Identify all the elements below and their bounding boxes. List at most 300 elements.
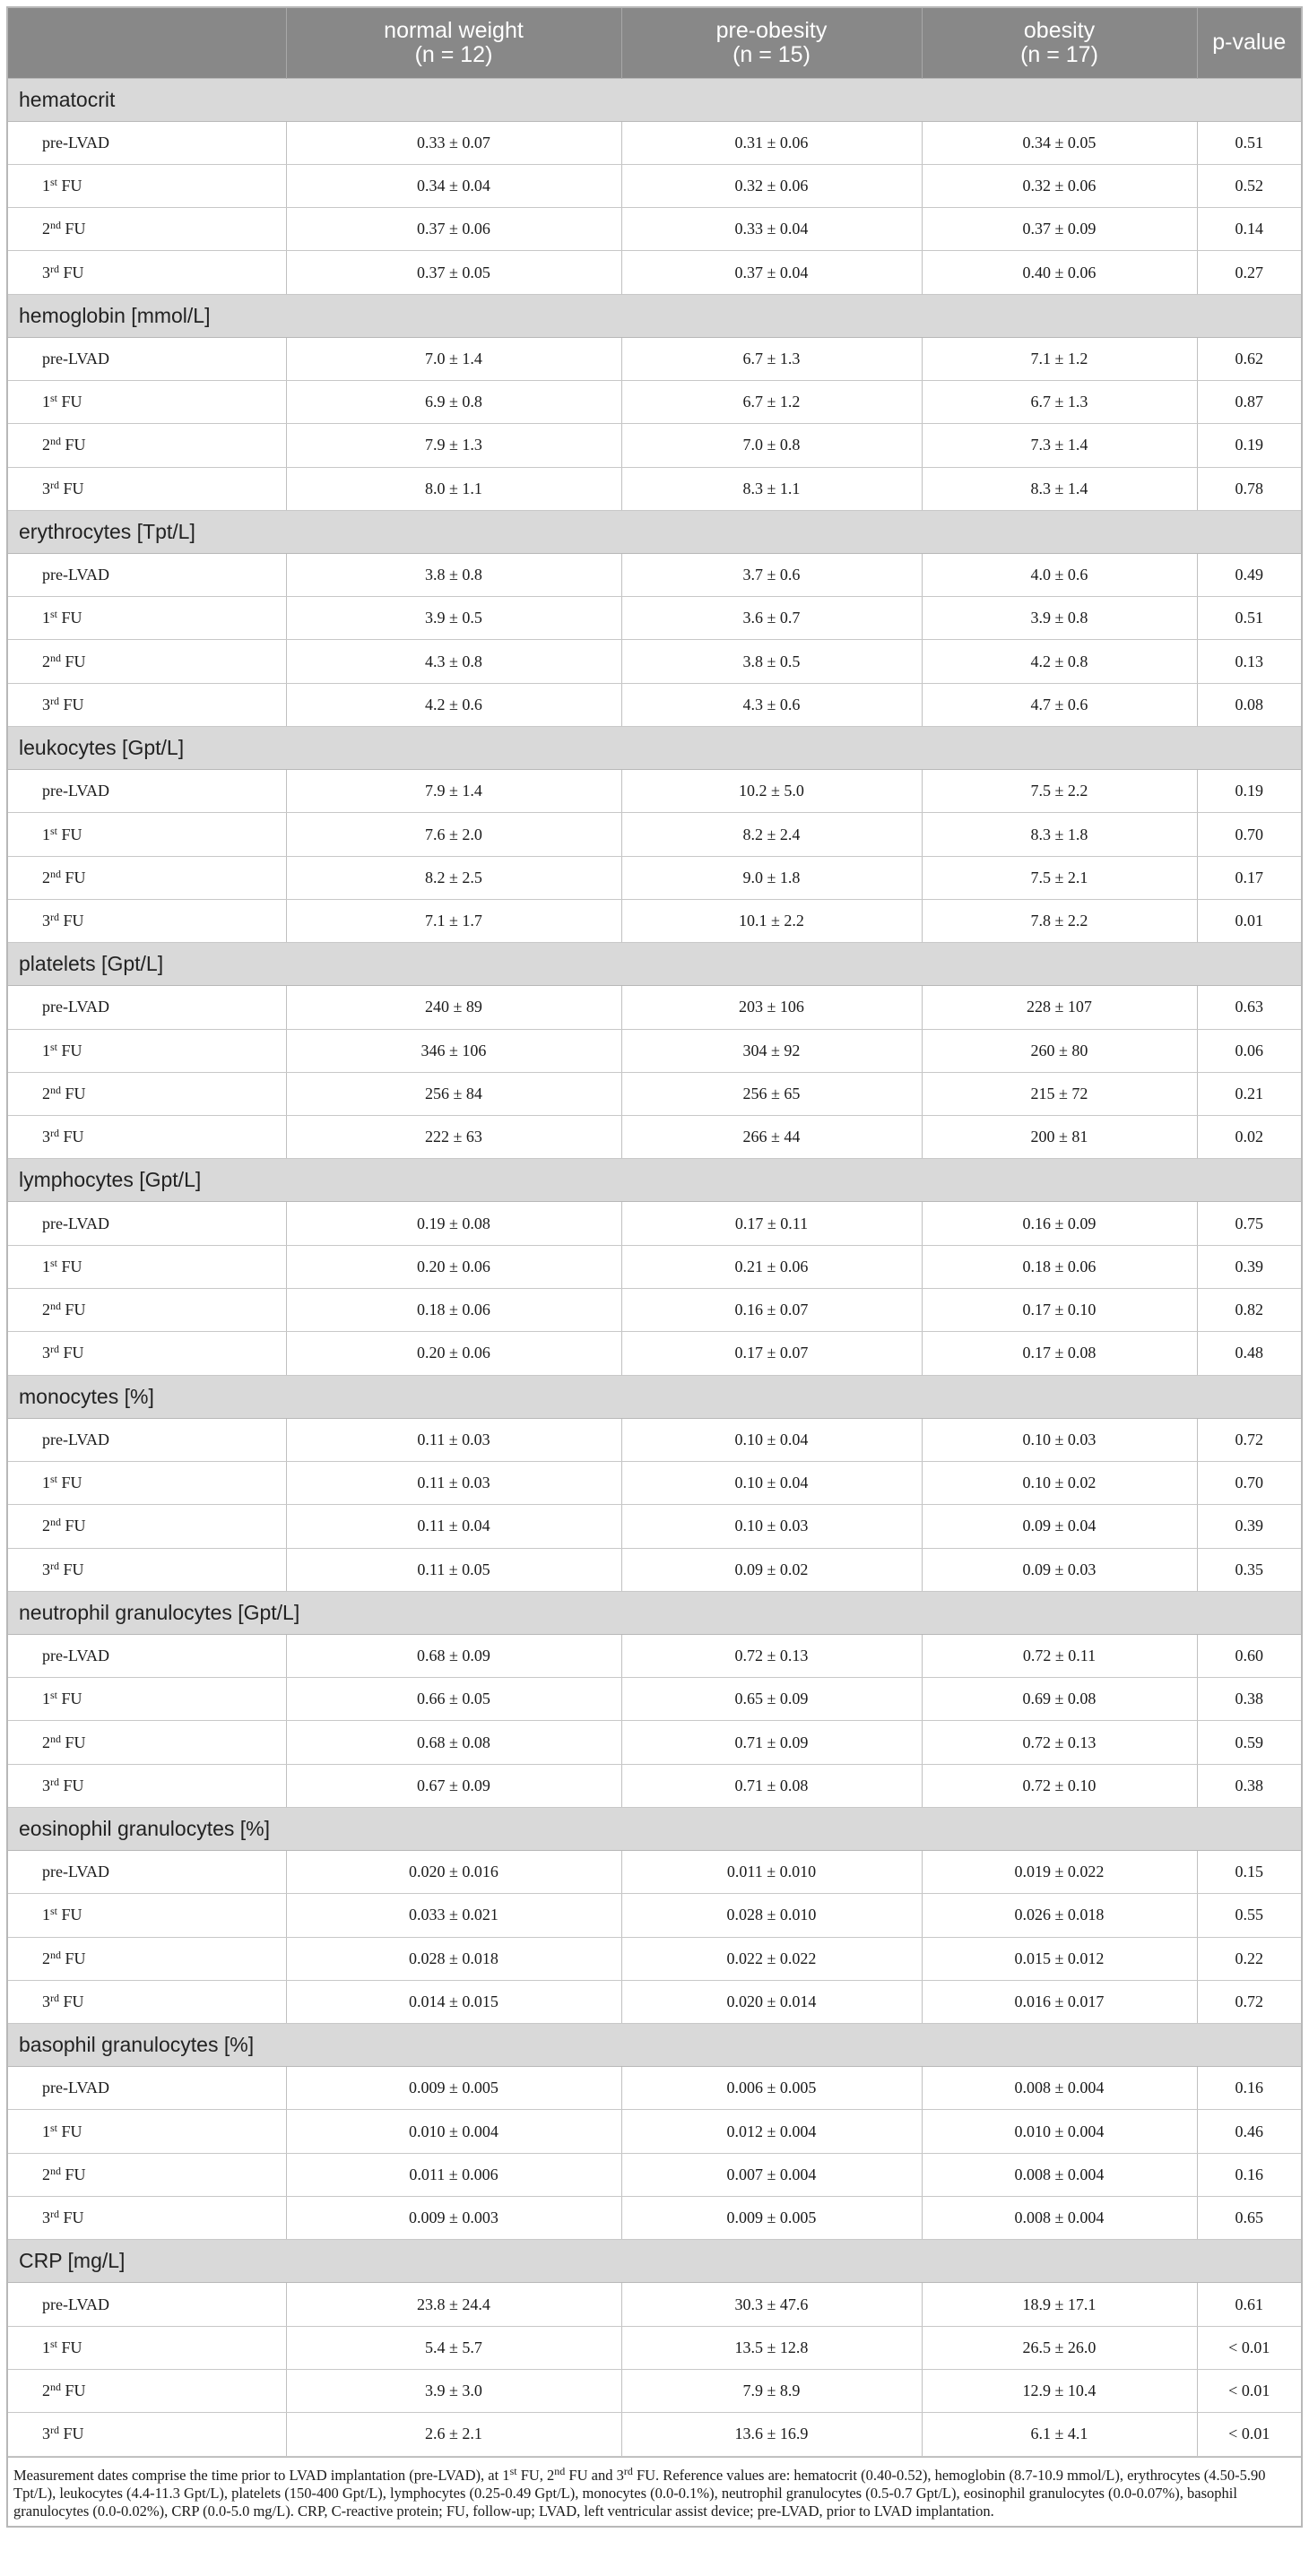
section-title: eosinophil granulocytes [%]: [8, 1808, 1301, 1851]
row-label: 3rd FU: [8, 1548, 286, 1591]
cell-obesity: 6.1 ± 4.1: [922, 2413, 1197, 2456]
cell-p-value: 0.78: [1197, 467, 1301, 510]
table-row: [8, 813, 1301, 856]
row-label: 1st FU: [8, 380, 286, 423]
row-label: pre-LVAD: [8, 1851, 286, 1894]
cell-obesity: 0.008 ± 0.004: [922, 2197, 1197, 2240]
cell-pre-obesity: 0.65 ± 0.09: [621, 1678, 922, 1721]
cell-p-value: 0.38: [1197, 1764, 1301, 1807]
cell-obesity: 0.18 ± 0.06: [922, 1245, 1197, 1288]
section-header-row: [8, 510, 1301, 553]
cell-pre-obesity: 0.31 ± 0.06: [621, 121, 922, 164]
table-row: [8, 640, 1301, 683]
row-label: 2nd FU: [8, 640, 286, 683]
cell-obesity: 0.40 ± 0.06: [922, 251, 1197, 294]
table-row: [8, 1894, 1301, 1937]
cell-pre-obesity: 0.006 ± 0.005: [621, 2067, 922, 2110]
cell-pre-obesity: 0.16 ± 0.07: [621, 1289, 922, 1332]
cell-obesity: 0.72 ± 0.13: [922, 1721, 1197, 1764]
cell-p-value: 0.70: [1197, 813, 1301, 856]
cell-obesity: 0.010 ± 0.004: [922, 2110, 1197, 2153]
cell-pre-obesity: 0.37 ± 0.04: [621, 251, 922, 294]
cell-pre-obesity: 0.10 ± 0.04: [621, 1418, 922, 1461]
row-label: 3rd FU: [8, 1332, 286, 1375]
cell-obesity: 0.09 ± 0.03: [922, 1548, 1197, 1591]
cell-pre-obesity: 0.007 ± 0.004: [621, 2153, 922, 2196]
cell-obesity: 0.008 ± 0.004: [922, 2067, 1197, 2110]
cell-p-value: 0.61: [1197, 2283, 1301, 2326]
cell-obesity: 0.37 ± 0.09: [922, 208, 1197, 251]
cell-p-value: 0.82: [1197, 1289, 1301, 1332]
section-header-row: [8, 2024, 1301, 2067]
cell-pre-obesity: 7.0 ± 0.8: [621, 424, 922, 467]
cell-normal-weight: 23.8 ± 24.4: [286, 2283, 621, 2326]
cell-p-value: 0.49: [1197, 553, 1301, 596]
header-cell-pre-obesity: [621, 8, 922, 78]
cell-pre-obesity: 0.028 ± 0.010: [621, 1894, 922, 1937]
section-header-row: [8, 294, 1301, 337]
cell-p-value: 0.35: [1197, 1548, 1301, 1591]
section-title: basophil granulocytes [%]: [8, 2024, 1301, 2067]
cell-pre-obesity: 0.011 ± 0.010: [621, 1851, 922, 1894]
section-title: monocytes [%]: [8, 1375, 1301, 1418]
row-label: 2nd FU: [8, 2153, 286, 2196]
table-row: [8, 1332, 1301, 1375]
cell-normal-weight: 0.010 ± 0.004: [286, 2110, 621, 2153]
cell-p-value: 0.01: [1197, 899, 1301, 942]
cell-p-value: 0.65: [1197, 2197, 1301, 2240]
cell-p-value: 0.39: [1197, 1505, 1301, 1548]
table-row: [8, 2067, 1301, 2110]
row-label: pre-LVAD: [8, 1418, 286, 1461]
cell-pre-obesity: 304 ± 92: [621, 1029, 922, 1072]
cell-obesity: 0.10 ± 0.03: [922, 1418, 1197, 1461]
table-row: [8, 1851, 1301, 1894]
cell-obesity: 7.1 ± 1.2: [922, 337, 1197, 380]
section-title: leukocytes [Gpt/L]: [8, 727, 1301, 770]
row-label: 1st FU: [8, 597, 286, 640]
row-label: pre-LVAD: [8, 553, 286, 596]
cell-pre-obesity: 203 ± 106: [621, 986, 922, 1029]
cell-normal-weight: 0.009 ± 0.005: [286, 2067, 621, 2110]
cell-normal-weight: 0.20 ± 0.06: [286, 1245, 621, 1288]
cell-obesity: 4.2 ± 0.8: [922, 640, 1197, 683]
row-label: 1st FU: [8, 164, 286, 207]
cell-obesity: 7.5 ± 2.2: [922, 770, 1197, 813]
cell-obesity: 0.32 ± 0.06: [922, 164, 1197, 207]
cell-obesity: 8.3 ± 1.8: [922, 813, 1197, 856]
section-header-row: [8, 1808, 1301, 1851]
cell-normal-weight: 7.6 ± 2.0: [286, 813, 621, 856]
cell-p-value: 0.15: [1197, 1851, 1301, 1894]
cell-p-value: 0.63: [1197, 986, 1301, 1029]
header-sublabel: (n = 12): [414, 41, 493, 67]
row-label: pre-LVAD: [8, 337, 286, 380]
cell-normal-weight: 7.1 ± 1.7: [286, 899, 621, 942]
row-label: pre-LVAD: [8, 2067, 286, 2110]
row-label: 2nd FU: [8, 856, 286, 899]
cell-obesity: 18.9 ± 17.1: [922, 2283, 1197, 2326]
cell-p-value: 0.72: [1197, 1980, 1301, 2023]
cell-normal-weight: 0.11 ± 0.03: [286, 1418, 621, 1461]
table-row: [8, 2283, 1301, 2326]
table-row: [8, 1461, 1301, 1504]
row-label: 3rd FU: [8, 1764, 286, 1807]
cell-pre-obesity: 9.0 ± 1.8: [621, 856, 922, 899]
cell-p-value: 0.87: [1197, 380, 1301, 423]
cell-normal-weight: 222 ± 63: [286, 1116, 621, 1159]
row-label: 2nd FU: [8, 424, 286, 467]
table-row: [8, 1634, 1301, 1677]
cell-normal-weight: 0.11 ± 0.04: [286, 1505, 621, 1548]
cell-p-value: 0.39: [1197, 1245, 1301, 1288]
table-row: [8, 251, 1301, 294]
table-body: [8, 78, 1301, 2456]
cell-p-value: 0.22: [1197, 1937, 1301, 1980]
cell-normal-weight: 6.9 ± 0.8: [286, 380, 621, 423]
cell-obesity: 0.17 ± 0.08: [922, 1332, 1197, 1375]
section-header-row: [8, 1159, 1301, 1202]
row-label: 2nd FU: [8, 1289, 286, 1332]
cell-p-value: 0.70: [1197, 1461, 1301, 1504]
row-label: 1st FU: [8, 1678, 286, 1721]
lab-values-table: [8, 8, 1301, 2457]
cell-obesity: 0.69 ± 0.08: [922, 1678, 1197, 1721]
cell-normal-weight: 8.0 ± 1.1: [286, 467, 621, 510]
row-label: 2nd FU: [8, 1721, 286, 1764]
cell-normal-weight: 4.3 ± 0.8: [286, 640, 621, 683]
cell-normal-weight: 3.9 ± 0.5: [286, 597, 621, 640]
cell-normal-weight: 7.0 ± 1.4: [286, 337, 621, 380]
cell-p-value: 0.46: [1197, 2110, 1301, 2153]
cell-pre-obesity: 0.21 ± 0.06: [621, 1245, 922, 1288]
cell-normal-weight: 0.20 ± 0.06: [286, 1332, 621, 1375]
table-row: [8, 337, 1301, 380]
cell-pre-obesity: 266 ± 44: [621, 1116, 922, 1159]
cell-obesity: 0.17 ± 0.10: [922, 1289, 1197, 1332]
cell-obesity: 7.8 ± 2.2: [922, 899, 1197, 942]
header-label: obesity: [1023, 17, 1096, 43]
section-title: erythrocytes [Tpt/L]: [8, 510, 1301, 553]
cell-pre-obesity: 7.9 ± 8.9: [621, 2369, 922, 2412]
cell-normal-weight: 0.011 ± 0.006: [286, 2153, 621, 2196]
cell-obesity: 228 ± 107: [922, 986, 1197, 1029]
row-label: pre-LVAD: [8, 986, 286, 1029]
table-row: [8, 1072, 1301, 1115]
cell-normal-weight: 0.67 ± 0.09: [286, 1764, 621, 1807]
table-header: [8, 8, 1301, 78]
cell-normal-weight: 0.33 ± 0.07: [286, 121, 621, 164]
header-cell-normal-weight: [286, 8, 621, 78]
row-label: 1st FU: [8, 1029, 286, 1072]
cell-pre-obesity: 0.022 ± 0.022: [621, 1937, 922, 1980]
table-row: [8, 1289, 1301, 1332]
table-row: [8, 380, 1301, 423]
cell-obesity: 0.008 ± 0.004: [922, 2153, 1197, 2196]
row-label: 3rd FU: [8, 683, 286, 726]
cell-obesity: 0.026 ± 0.018: [922, 1894, 1197, 1937]
cell-normal-weight: 256 ± 84: [286, 1072, 621, 1115]
table-row: [8, 2110, 1301, 2153]
cell-p-value: 0.19: [1197, 770, 1301, 813]
cell-pre-obesity: 10.2 ± 5.0: [621, 770, 922, 813]
cell-pre-obesity: 0.020 ± 0.014: [621, 1980, 922, 2023]
section-title: hematocrit: [8, 78, 1301, 121]
header-row: [8, 8, 1301, 78]
cell-p-value: 0.27: [1197, 251, 1301, 294]
header-cell-parameter: [8, 8, 286, 78]
section-title: platelets [Gpt/L]: [8, 943, 1301, 986]
cell-normal-weight: 0.19 ± 0.08: [286, 1202, 621, 1245]
cell-pre-obesity: 0.009 ± 0.005: [621, 2197, 922, 2240]
row-label: 3rd FU: [8, 2197, 286, 2240]
cell-obesity: 4.7 ± 0.6: [922, 683, 1197, 726]
cell-pre-obesity: 3.8 ± 0.5: [621, 640, 922, 683]
row-label: pre-LVAD: [8, 2283, 286, 2326]
cell-p-value: 0.13: [1197, 640, 1301, 683]
section-header-row: [8, 727, 1301, 770]
header-sublabel: (n = 17): [1020, 41, 1098, 67]
cell-p-value: 0.55: [1197, 1894, 1301, 1937]
cell-normal-weight: 5.4 ± 5.7: [286, 2326, 621, 2369]
table-row: [8, 1937, 1301, 1980]
table-row: [8, 1418, 1301, 1461]
row-label: 3rd FU: [8, 899, 286, 942]
cell-p-value: 0.02: [1197, 1116, 1301, 1159]
table-row: [8, 424, 1301, 467]
cell-pre-obesity: 0.012 ± 0.004: [621, 2110, 922, 2153]
cell-normal-weight: 0.34 ± 0.04: [286, 164, 621, 207]
cell-pre-obesity: 13.6 ± 16.9: [621, 2413, 922, 2456]
row-label: 2nd FU: [8, 2369, 286, 2412]
cell-p-value: 0.72: [1197, 1418, 1301, 1461]
cell-p-value: 0.16: [1197, 2153, 1301, 2196]
cell-obesity: 0.72 ± 0.10: [922, 1764, 1197, 1807]
table-row: [8, 2153, 1301, 2196]
table-row: [8, 1980, 1301, 2023]
table-row: [8, 467, 1301, 510]
row-label: 3rd FU: [8, 2413, 286, 2456]
cell-normal-weight: 3.8 ± 0.8: [286, 553, 621, 596]
row-label: pre-LVAD: [8, 1634, 286, 1677]
cell-obesity: 0.016 ± 0.017: [922, 1980, 1197, 2023]
row-label: 3rd FU: [8, 251, 286, 294]
cell-normal-weight: 7.9 ± 1.3: [286, 424, 621, 467]
table-row: [8, 2197, 1301, 2240]
cell-normal-weight: 7.9 ± 1.4: [286, 770, 621, 813]
cell-p-value: 0.52: [1197, 164, 1301, 207]
cell-normal-weight: 0.009 ± 0.003: [286, 2197, 621, 2240]
cell-pre-obesity: 6.7 ± 1.3: [621, 337, 922, 380]
row-label: 3rd FU: [8, 1116, 286, 1159]
cell-p-value: 0.62: [1197, 337, 1301, 380]
cell-pre-obesity: 0.71 ± 0.08: [621, 1764, 922, 1807]
cell-p-value: 0.51: [1197, 121, 1301, 164]
cell-normal-weight: 0.68 ± 0.08: [286, 1721, 621, 1764]
table-row: [8, 1202, 1301, 1245]
cell-obesity: 8.3 ± 1.4: [922, 467, 1197, 510]
row-label: 1st FU: [8, 1245, 286, 1288]
cell-obesity: 0.16 ± 0.09: [922, 1202, 1197, 1245]
cell-pre-obesity: 6.7 ± 1.2: [621, 380, 922, 423]
table-row: [8, 597, 1301, 640]
cell-obesity: 0.019 ± 0.022: [922, 1851, 1197, 1894]
cell-normal-weight: 0.033 ± 0.021: [286, 1894, 621, 1937]
cell-normal-weight: 0.020 ± 0.016: [286, 1851, 621, 1894]
row-label: 1st FU: [8, 2326, 286, 2369]
cell-obesity: 0.10 ± 0.02: [922, 1461, 1197, 1504]
cell-pre-obesity: 256 ± 65: [621, 1072, 922, 1115]
table-row: [8, 1505, 1301, 1548]
cell-p-value: 0.06: [1197, 1029, 1301, 1072]
cell-pre-obesity: 0.10 ± 0.04: [621, 1461, 922, 1504]
cell-p-value: 0.51: [1197, 597, 1301, 640]
cell-pre-obesity: 8.3 ± 1.1: [621, 467, 922, 510]
table-footnote: Measurement dates comprise the time prior to LVAD implantation (pre-LVAD), at 1st FU, 2nd FU and 3rd FU. Reference values are: hematocrit (0.40-0.52), hemoglobin (8.7-10.9 mmol/L), erythrocytes (4.50-5.90 Tpt/L), leukocytes (4.4-11.3 Gpt/L), platelets (150-400 Gpt/L), lymphocytes (0.25-0.49 Gpt/L), monocytes (0.0-0.1%), neutrophil granulocytes (0.5-0.7 Gpt/L), eosinophil granulocytes (0.0-0.07%), basophil granulocytes (0.0-0.02%), CRP (0.0-5.0 mg/L). CRP, C-reactive protein; FU, follow-up; LVAD, left ventricular assist device; pre-LVAD, prior to LVAD implantation.: [8, 2457, 1301, 2526]
cell-p-value: < 0.01: [1197, 2413, 1301, 2456]
cell-obesity: 3.9 ± 0.8: [922, 597, 1197, 640]
table-row: [8, 121, 1301, 164]
cell-normal-weight: 0.37 ± 0.06: [286, 208, 621, 251]
cell-pre-obesity: 0.72 ± 0.13: [621, 1634, 922, 1677]
cell-obesity: 0.015 ± 0.012: [922, 1937, 1197, 1980]
row-label: pre-LVAD: [8, 770, 286, 813]
cell-normal-weight: 3.9 ± 3.0: [286, 2369, 621, 2412]
section-header-row: [8, 2240, 1301, 2283]
section-header-row: [8, 943, 1301, 986]
cell-obesity: 200 ± 81: [922, 1116, 1197, 1159]
cell-pre-obesity: 10.1 ± 2.2: [621, 899, 922, 942]
table-row: [8, 1721, 1301, 1764]
cell-obesity: 0.72 ± 0.11: [922, 1634, 1197, 1677]
cell-normal-weight: 346 ± 106: [286, 1029, 621, 1072]
cell-normal-weight: 0.028 ± 0.018: [286, 1937, 621, 1980]
cell-obesity: 4.0 ± 0.6: [922, 553, 1197, 596]
cell-obesity: 260 ± 80: [922, 1029, 1197, 1072]
table-row: [8, 1029, 1301, 1072]
cell-obesity: 0.34 ± 0.05: [922, 121, 1197, 164]
table-row: [8, 986, 1301, 1029]
cell-pre-obesity: 0.17 ± 0.11: [621, 1202, 922, 1245]
cell-pre-obesity: 0.17 ± 0.07: [621, 1332, 922, 1375]
cell-pre-obesity: 0.32 ± 0.06: [621, 164, 922, 207]
cell-p-value: 0.38: [1197, 1678, 1301, 1721]
section-title: hemoglobin [mmol/L]: [8, 294, 1301, 337]
section-title: lymphocytes [Gpt/L]: [8, 1159, 1301, 1202]
cell-p-value: 0.16: [1197, 2067, 1301, 2110]
row-label: 2nd FU: [8, 1072, 286, 1115]
cell-normal-weight: 0.11 ± 0.05: [286, 1548, 621, 1591]
row-label: 3rd FU: [8, 467, 286, 510]
cell-pre-obesity: 0.10 ± 0.03: [621, 1505, 922, 1548]
cell-pre-obesity: 0.33 ± 0.04: [621, 208, 922, 251]
cell-normal-weight: 0.66 ± 0.05: [286, 1678, 621, 1721]
row-label: 2nd FU: [8, 1505, 286, 1548]
table-row: [8, 683, 1301, 726]
cell-pre-obesity: 0.09 ± 0.02: [621, 1548, 922, 1591]
row-label: 1st FU: [8, 1894, 286, 1937]
table-row: [8, 1678, 1301, 1721]
cell-p-value: 0.21: [1197, 1072, 1301, 1115]
cell-p-value: < 0.01: [1197, 2369, 1301, 2412]
table-row: [8, 1764, 1301, 1807]
cell-p-value: 0.59: [1197, 1721, 1301, 1764]
table-row: [8, 164, 1301, 207]
cell-p-value: 0.19: [1197, 424, 1301, 467]
cell-pre-obesity: 4.3 ± 0.6: [621, 683, 922, 726]
cell-normal-weight: 2.6 ± 2.1: [286, 2413, 621, 2456]
section-title: neutrophil granulocytes [Gpt/L]: [8, 1591, 1301, 1634]
table-row: [8, 2326, 1301, 2369]
row-label: 2nd FU: [8, 1937, 286, 1980]
cell-pre-obesity: 8.2 ± 2.4: [621, 813, 922, 856]
row-label: 3rd FU: [8, 1980, 286, 2023]
cell-p-value: 0.17: [1197, 856, 1301, 899]
cell-normal-weight: 0.014 ± 0.015: [286, 1980, 621, 2023]
table-row: [8, 1245, 1301, 1288]
cell-p-value: 0.75: [1197, 1202, 1301, 1245]
header-label: p-value: [1212, 30, 1287, 56]
cell-normal-weight: 0.18 ± 0.06: [286, 1289, 621, 1332]
cell-pre-obesity: 30.3 ± 47.6: [621, 2283, 922, 2326]
cell-p-value: 0.48: [1197, 1332, 1301, 1375]
cell-obesity: 0.09 ± 0.04: [922, 1505, 1197, 1548]
table-row: [8, 2369, 1301, 2412]
table-row: [8, 1548, 1301, 1591]
row-label: 1st FU: [8, 2110, 286, 2153]
cell-normal-weight: 0.11 ± 0.03: [286, 1461, 621, 1504]
cell-pre-obesity: 3.7 ± 0.6: [621, 553, 922, 596]
cell-pre-obesity: 13.5 ± 12.8: [621, 2326, 922, 2369]
table-row: [8, 770, 1301, 813]
cell-obesity: 6.7 ± 1.3: [922, 380, 1197, 423]
header-cell-obesity: [922, 8, 1197, 78]
table-row: [8, 1116, 1301, 1159]
cell-obesity: 215 ± 72: [922, 1072, 1197, 1115]
row-label: pre-LVAD: [8, 121, 286, 164]
table-row: [8, 899, 1301, 942]
header-label: pre-obesity: [715, 17, 828, 43]
data-table-frame: [6, 6, 1303, 2528]
table-row: [8, 856, 1301, 899]
cell-normal-weight: 240 ± 89: [286, 986, 621, 1029]
cell-p-value: 0.14: [1197, 208, 1301, 251]
row-label: 1st FU: [8, 1461, 286, 1504]
table-row: [8, 208, 1301, 251]
cell-normal-weight: 8.2 ± 2.5: [286, 856, 621, 899]
table-row: [8, 553, 1301, 596]
cell-p-value: 0.08: [1197, 683, 1301, 726]
cell-p-value: 0.60: [1197, 1634, 1301, 1677]
section-header-row: [8, 78, 1301, 121]
section-header-row: [8, 1591, 1301, 1634]
cell-normal-weight: 0.68 ± 0.09: [286, 1634, 621, 1677]
row-label: 2nd FU: [8, 208, 286, 251]
header-label: normal weight: [384, 17, 524, 43]
cell-normal-weight: 0.37 ± 0.05: [286, 251, 621, 294]
cell-pre-obesity: 0.71 ± 0.09: [621, 1721, 922, 1764]
cell-obesity: 7.5 ± 2.1: [922, 856, 1197, 899]
row-label: pre-LVAD: [8, 1202, 286, 1245]
row-label: 1st FU: [8, 813, 286, 856]
cell-pre-obesity: 3.6 ± 0.7: [621, 597, 922, 640]
cell-obesity: 12.9 ± 10.4: [922, 2369, 1197, 2412]
header-sublabel: (n = 15): [733, 41, 811, 67]
section-title: CRP [mg/L]: [8, 2240, 1301, 2283]
cell-normal-weight: 4.2 ± 0.6: [286, 683, 621, 726]
cell-p-value: < 0.01: [1197, 2326, 1301, 2369]
section-header-row: [8, 1375, 1301, 1418]
